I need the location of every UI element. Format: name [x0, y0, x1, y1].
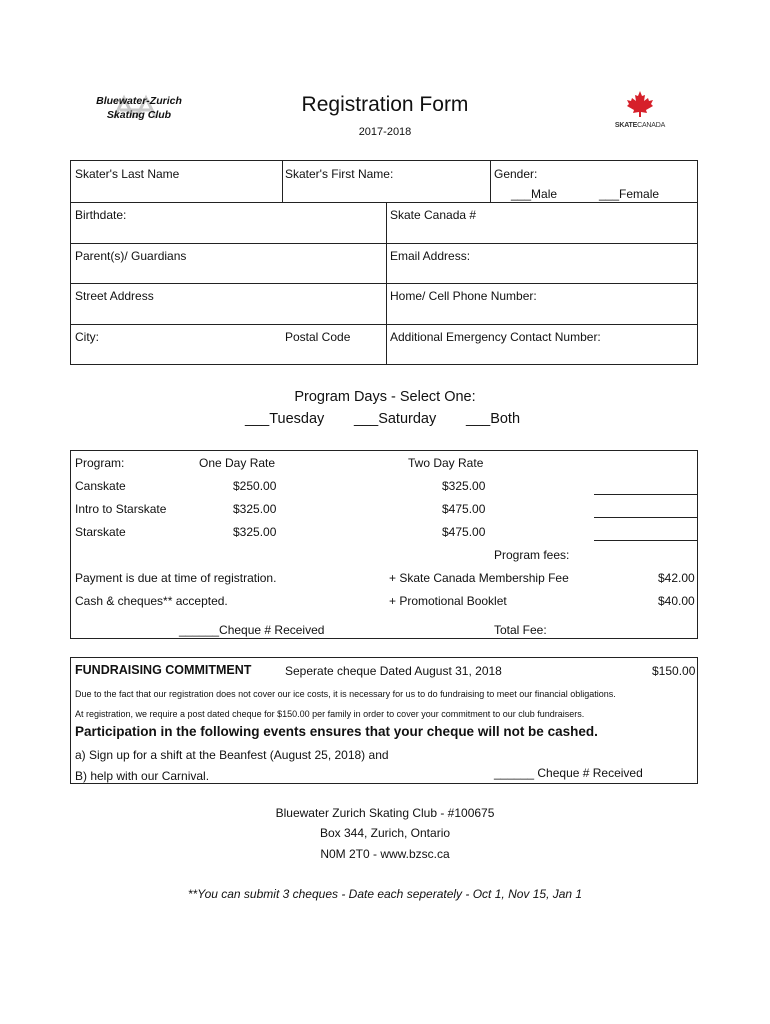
promotional-booklet-label: + Promotional Booklet [389, 594, 507, 608]
email-field[interactable]: Email Address: [390, 249, 471, 263]
season: 2017-2018 [358, 126, 412, 138]
program-header: Program: [75, 456, 125, 470]
two-day-rate-header: Two Day Rate [408, 456, 484, 470]
fee-row-one-day: $325.00 [233, 502, 277, 516]
canada-wordmark: CANADA [637, 122, 666, 129]
membership-fee-amount: $42.00 [658, 571, 695, 585]
payment-due-text: Payment is due at time of registration. [75, 571, 277, 585]
fee-row-one-day: $250.00 [233, 479, 277, 493]
payment-methods-text: Cash & cheques** accepted. [75, 594, 228, 608]
fundraising-amount: $150.00 [652, 664, 696, 678]
postal-code-field[interactable]: Postal Code [285, 330, 351, 344]
fundraising-title: FUNDRAISING COMMITMENT [75, 663, 252, 677]
skate-wordmark-bold: SKATE [614, 122, 638, 129]
fee-row-name: Canskate [75, 479, 126, 493]
club-logo-line1: Bluewater-Zurich [96, 95, 182, 107]
fundraising-requirement: At registration, we require a post dated cheque for $150.00 per family in order to cover your commitment to our club fundraisers. [75, 709, 585, 719]
fee-row-two-day: $475.00 [442, 502, 486, 516]
skate-canada-logo [612, 90, 668, 134]
gender-label: Gender: [494, 167, 538, 181]
footer-postal-website: N0M 2T0 - www.bzsc.ca [320, 847, 450, 861]
first-name-field[interactable]: Skater's First Name: [285, 167, 394, 181]
gender-male-option[interactable]: ___Male [511, 187, 558, 201]
program-days-title: Program Days - Select One: [294, 389, 476, 405]
fundraising-explanation: Due to the fact that our registration does not cover our ice costs, it is necessary for us to do fundraising to meet our financial obligations. [75, 689, 616, 699]
phone-field[interactable]: Home/ Cell Phone Number: [390, 289, 537, 303]
participation-note: Participation in the following events ensures that your cheque will not be cashed. [75, 724, 598, 739]
fundraising-box [70, 657, 698, 784]
fundraising-cheque-received[interactable]: ______ Cheque # Received [494, 766, 643, 780]
program-day-both[interactable]: ___Both [466, 411, 521, 427]
fundraising-item-a: a) Sign up for a shift at the Beanfest (August 25, 2018) and [75, 748, 389, 762]
total-fee-label: Total Fee: [494, 623, 547, 637]
page-title: Registration Form [301, 93, 469, 116]
birthdate-field[interactable]: Birthdate: [75, 208, 127, 222]
fee-row-name: Intro to Starskate [75, 502, 167, 516]
gender-female-option[interactable]: ___Female [599, 187, 660, 201]
fee-cheque-received[interactable]: ______Cheque # Received [179, 623, 325, 637]
program-day-saturday[interactable]: ___Saturday [354, 411, 437, 427]
footer-club-name: Bluewater Zurich Skating Club - #100675 [275, 806, 495, 820]
program-day-tuesday[interactable]: ___Tuesday [245, 411, 325, 427]
footer-address: Box 344, Zurich, Ontario [319, 826, 451, 840]
last-name-field[interactable]: Skater's Last Name [75, 167, 180, 181]
skate-canada-wordmark [612, 122, 668, 129]
skater-info-table [70, 160, 698, 365]
fee-row-name: Starskate [75, 525, 126, 539]
fundraising-cheque-dated: Seperate cheque Dated August 31, 2018 [285, 664, 502, 678]
street-address-field[interactable]: Street Address [75, 289, 154, 303]
intro-starskate-amount-blank[interactable] [594, 517, 698, 518]
program-fees-label: Program fees: [494, 548, 570, 562]
club-logo-line2: Skating Club [106, 109, 172, 121]
skate-canada-number-field[interactable]: Skate Canada # [390, 208, 477, 222]
club-logo [86, 88, 192, 128]
cheque-note: **You can submit 3 cheques - Date each seperately - Oct 1, Nov 15, Jan 1 [187, 887, 583, 901]
city-field[interactable]: City: [75, 330, 99, 344]
fee-row-one-day: $325.00 [233, 525, 277, 539]
emergency-contact-field[interactable]: Additional Emergency Contact Number: [390, 330, 601, 344]
fee-row-two-day: $475.00 [442, 525, 486, 539]
promotional-booklet-amount: $40.00 [658, 594, 695, 608]
fees-table [70, 450, 698, 639]
fee-row-two-day: $325.00 [442, 479, 486, 493]
membership-fee-label: + Skate Canada Membership Fee [389, 571, 569, 585]
canskate-amount-blank[interactable] [594, 494, 698, 495]
maple-leaf-icon [626, 90, 654, 118]
parents-field[interactable]: Parent(s)/ Guardians [75, 249, 187, 263]
one-day-rate-header: One Day Rate [199, 456, 276, 470]
starskate-amount-blank[interactable] [594, 540, 698, 541]
fundraising-item-b: B) help with our Carnival. [75, 769, 210, 783]
